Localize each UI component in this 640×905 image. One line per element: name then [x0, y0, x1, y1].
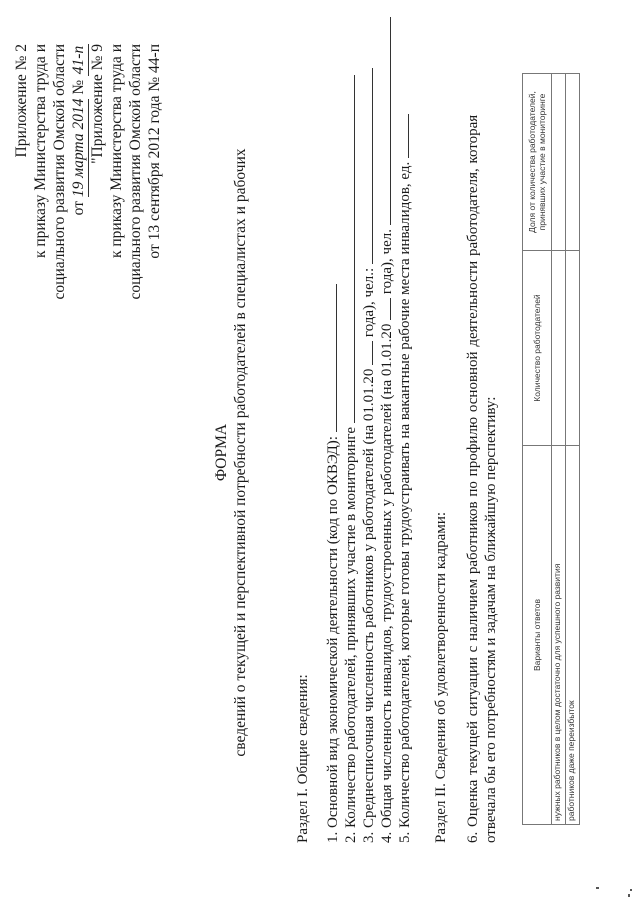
section1-item-2 [341, 75, 360, 843]
header-employer-share: Доля от количества работодателей, принявших участие в мониторинге [523, 74, 552, 251]
scan-speck [630, 889, 632, 891]
appendix-new-ministry-line: социального развития Омской области [51, 44, 68, 300]
item-2-text: 2. Количество работодателей, принявших участие в мониторинге [343, 426, 359, 843]
table-row [566, 74, 580, 825]
row-1-answer: нужных работников в целом достаточно для успешного развития [552, 446, 566, 825]
question-6-line-2: отвечала бы его потребностям и задачам на ближайшую перспективу: [483, 396, 499, 843]
header-answer-options: Варианты ответов [523, 446, 552, 825]
scan-speck [596, 887, 599, 889]
appendix-new-number: 41-п [70, 45, 87, 75]
appendix-new-date-line [69, 44, 89, 299]
item-2-fill-line [341, 75, 355, 423]
scan-speck [628, 894, 630, 897]
section1-heading: Раздел I. Общие сведения: [295, 674, 311, 843]
item-1-text: 1. Основной вид экономической деятельности (код по ОКВЭД): [325, 436, 341, 843]
item-4-text: 4. Общая численность инвалидов, трудоустроенных у работодателей (на 01.01.20 [379, 323, 395, 843]
appendix-old-date-line: от 13 сентября 2012 года № 44-п [146, 44, 163, 259]
section1-item-3 [359, 68, 378, 843]
row-1-share [552, 74, 566, 251]
row-1-count [552, 251, 566, 446]
row-2-count [566, 251, 580, 446]
item-4-year-line [377, 298, 391, 320]
item-4-fill-line [377, 17, 391, 225]
item-3-year-line [359, 341, 373, 365]
item-3-fill-line [359, 68, 373, 264]
section2-heading: Раздел II. Сведения об удовлетворенности кадрами: [433, 511, 449, 843]
appendix-old-title: "Приложение № 9 [89, 44, 106, 164]
answers-table [522, 73, 580, 825]
appendix-old-block [88, 44, 164, 299]
appendix-new-date: 19 марта 2014 [70, 98, 87, 198]
section1-item-1 [323, 284, 342, 843]
table-header-row [523, 74, 552, 825]
appendix-old-ministry-line: социального развития Омской области [127, 44, 144, 300]
appendix-new-number-prefix: № [70, 79, 87, 95]
header-employer-count: Количество работодателей [523, 251, 552, 446]
item-3-suffix: года), чел.: [361, 267, 377, 338]
form-title: ФОРМА [213, 423, 230, 482]
form-subtitle: сведений о текущей и перспективной потребности работодателей в специалистах и рабочих [232, 148, 249, 757]
appendix-new-order-line: к приказу Министерства труда и [32, 44, 49, 259]
appendix-new-title: Приложение № 2 [13, 44, 30, 158]
section1-item-5 [395, 114, 414, 843]
table-row [552, 74, 566, 825]
appendix-old-order-line: к приказу Министерства труда и [108, 44, 125, 259]
appendix-new-from-prefix: от [70, 201, 87, 216]
appendix-new-block [12, 44, 89, 299]
item-3-text: 3. Среднесписочная численность работников у работодателей (на 01.01.20 [361, 368, 377, 843]
item-5-fill-line [395, 114, 409, 158]
row-2-share [566, 74, 580, 251]
section1-item-4 [377, 17, 396, 843]
item-5-text: 5. Количество работодателей, которые готовы трудоустраивать на вакантные рабочие места инвалидов, ед. [397, 161, 413, 843]
item-4-suffix: года), чел. [379, 229, 395, 295]
row-2-answer: работников даже переизбыток [566, 446, 580, 825]
question-6-line-1: 6. Оценка текущей ситуации с наличием работников по профилю основной деятельности работодателя, которая [465, 114, 481, 843]
item-1-fill-line [323, 284, 337, 432]
